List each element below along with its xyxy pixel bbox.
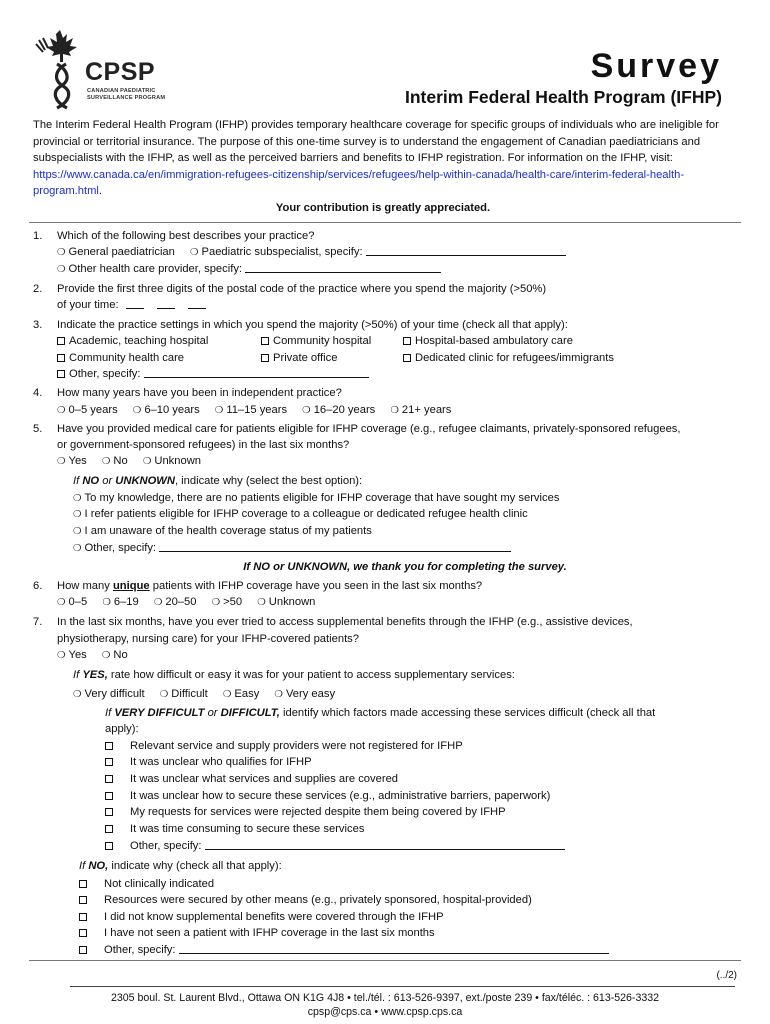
question-text: Indicate the practice settings in which you spend the majority (>50%) of your time (check all that apply): (57, 319, 568, 331)
q6-option[interactable] (154, 594, 197, 612)
instruction-yes: YES, (82, 669, 108, 681)
option-label: Relevant service and supply providers were not registered for IFHP (130, 740, 463, 752)
footer-divider (70, 986, 735, 987)
checkbox-icon (105, 808, 113, 816)
logo-brand: CPSP (85, 58, 156, 86)
option-label: Academic, teaching hospital (69, 335, 209, 347)
instruction-if: If (73, 475, 83, 487)
q7-factor-other[interactable] (105, 838, 565, 855)
radio-icon: ❍ (57, 247, 66, 258)
radio-icon: ❍ (257, 597, 266, 608)
q7-no-reason-option[interactable] (79, 876, 214, 893)
q7-factor-option[interactable] (105, 738, 463, 755)
specify-field[interactable] (205, 839, 565, 850)
checkbox-icon (105, 792, 113, 800)
specify-field[interactable] (144, 367, 369, 378)
question-text-cont: of your time: (57, 299, 119, 311)
intro-after-link: . (98, 185, 103, 198)
question-number: 3. (33, 319, 43, 331)
q3-option-refugee-clinic[interactable] (403, 350, 614, 367)
radio-icon: ❍ (73, 526, 82, 537)
q1-option-other[interactable] (57, 261, 441, 279)
q4-option[interactable] (57, 402, 118, 420)
radio-icon: ❍ (222, 689, 232, 700)
q6-option[interactable] (257, 594, 315, 612)
checkbox-icon (261, 337, 269, 345)
q7-no-reason-option[interactable] (79, 892, 532, 909)
logo-subtitle-line2: SURVEILLANCE PROGRAM (87, 95, 166, 101)
q7-yes-instruction (73, 667, 515, 684)
q7-rate-option[interactable] (274, 686, 335, 704)
option-label: 20–50 (165, 596, 197, 608)
q5-reason-option[interactable] (73, 490, 559, 508)
q5-followup-instruction (73, 473, 362, 490)
q6-text-pre: How many (57, 580, 113, 592)
radio-icon: ❍ (57, 405, 66, 416)
question-text: Which of the following best describes your practice? (57, 230, 315, 242)
radio-icon: ❍ (302, 405, 311, 416)
option-label: 6–10 years (144, 404, 200, 416)
option-label: Private office (273, 352, 338, 364)
q3-option-academic[interactable] (57, 333, 208, 350)
option-label: Very easy (285, 688, 336, 700)
option-label: Yes (68, 649, 87, 661)
radio-icon: ❍ (73, 543, 82, 554)
q4-option[interactable] (215, 402, 287, 420)
option-label: I did not know supplemental benefits were covered through the IFHP (104, 911, 444, 923)
radio-icon: ❍ (190, 247, 199, 258)
maple-leaf-ribbon-icon (33, 30, 93, 112)
radio-icon: ❍ (57, 264, 66, 275)
option-label: My requests for services were rejected despite them being covered by IFHP (130, 806, 506, 818)
footer-address: 2305 boul. St. Laurent Blvd., Ottawa ON K1G 4J8 • tel./tél. : 613-526-9397, ext./poste 239 • fax/téléc. : 613-526-3332 (110, 992, 660, 1004)
q7-no-instruction (79, 858, 282, 875)
radio-icon: ❍ (57, 650, 66, 661)
option-label: Yes (68, 455, 87, 467)
logo-subtitle-line1: CANADIAN PAEDIATRIC (87, 88, 156, 94)
q7-factor-option[interactable] (105, 771, 398, 788)
q4-option[interactable] (302, 402, 375, 420)
option-label: It was unclear what services and supplies are covered (130, 773, 399, 785)
option-label: Community health care (69, 352, 185, 364)
q1-option-general[interactable] (57, 244, 175, 262)
q7-rate-option[interactable] (223, 686, 259, 704)
checkbox-icon (57, 370, 65, 378)
checkbox-icon (79, 913, 87, 921)
option-label: I refer patients eligible for IFHP coverage to a colleague or dedicated refugee health clinic (84, 508, 528, 520)
instruction-unknown: UNKNOWN (115, 475, 175, 487)
checkbox-icon (403, 354, 411, 362)
q6-option[interactable] (212, 594, 243, 612)
page-subtitle: Interim Federal Health Program (IFHP) (404, 87, 722, 107)
checkbox-icon (79, 880, 87, 888)
radio-icon: ❍ (57, 456, 66, 467)
option-label: Resources were secured by other means (e.g., privately sponsored, hospital-provided) (104, 894, 532, 906)
page-title: Survey (590, 47, 722, 85)
q7-text-cont: physiotherapy, nursing care) for your IFHP-covered patients? (57, 633, 359, 645)
instruction-or: or (99, 475, 116, 487)
option-label: No (113, 455, 128, 467)
instruction-rest: , indicate why (select the best option): (174, 475, 363, 487)
q1-options-row2 (57, 261, 453, 279)
footer-contact: cpsp@cps.ca • www.cpsp.cps.ca (307, 1006, 463, 1018)
postal-digit-1[interactable] (126, 298, 144, 309)
option-label: Very difficult (84, 688, 145, 700)
q1-option-subspecialist[interactable] (190, 244, 566, 262)
q7-rate-option[interactable] (73, 686, 145, 704)
q5-thank-you: If NO or UNKNOWN, we thank you for completing the survey. (243, 561, 567, 573)
q4-option[interactable] (133, 402, 200, 420)
q5-option-unknown[interactable] (143, 453, 201, 471)
option-label: 11–15 years (226, 404, 288, 416)
instruction-rest: indicate why (check all that apply): (108, 860, 282, 872)
q7-factor-option[interactable] (105, 754, 312, 771)
checkbox-icon (57, 354, 65, 362)
cpsp-logo (33, 30, 183, 112)
radio-icon: ❍ (73, 493, 82, 504)
checkbox-icon (79, 896, 87, 904)
specify-field[interactable] (179, 943, 609, 954)
specify-field[interactable] (366, 245, 566, 256)
intro-paragraph (33, 117, 733, 200)
instruction-rest: identify which factors made accessing these services difficult (check all that (279, 707, 656, 719)
question-number: 6. (33, 580, 43, 592)
q3-option-community-hospital[interactable] (261, 333, 371, 350)
option-label: It was time consuming to secure these services (130, 823, 365, 835)
option-label: Dedicated clinic for refugees/immigrants (415, 352, 614, 364)
option-label: 0–5 years (68, 404, 118, 416)
option-label: >50 (223, 596, 243, 608)
option-label: 0–5 (68, 596, 88, 608)
instruction-rest: rate how difficult or easy it was for your patient to access supplementary services: (107, 669, 515, 681)
q6-text-post: patients with IFHP coverage have you seen in the last six months? (149, 580, 483, 592)
q4-option[interactable] (390, 402, 451, 420)
q7-no-reason-option[interactable] (79, 909, 444, 926)
option-label: No (113, 649, 128, 661)
instruction-or: or (204, 707, 221, 719)
radio-icon: ❍ (102, 597, 111, 608)
option-label: Community hospital (273, 335, 372, 347)
radio-icon: ❍ (132, 405, 142, 416)
question-text: Have you provided medical care for patients eligible for IFHP coverage (e.g., refugee claimants, privately-sponsored refugees, (57, 423, 681, 435)
radio-icon: ❍ (73, 689, 82, 700)
q6-option[interactable] (102, 594, 138, 612)
ifhp-link[interactable]: https://www.canada.ca/en/immigration-refugees-citizenship/services/refugees/help-within-canada/health-care/interim-federal-health-program.html (33, 168, 685, 198)
q7-no-reason-other[interactable] (79, 942, 609, 959)
option-label: 16–20 years (313, 404, 376, 416)
question-number: 5. (33, 423, 43, 435)
question-number: 1. (33, 230, 43, 242)
q3-option-hospital-ambulatory[interactable] (403, 333, 573, 350)
checkbox-icon (403, 337, 411, 345)
checkbox-icon (105, 742, 113, 750)
option-label: Not clinically indicated (104, 878, 215, 890)
q5-reason-option[interactable] (73, 523, 372, 541)
q5-reason-other[interactable] (73, 540, 511, 558)
q7-rating-options (73, 686, 347, 704)
q7-option-yes[interactable] (57, 647, 87, 665)
checkbox-icon (57, 337, 65, 345)
option-label: 21+ years (401, 404, 452, 416)
instruction-no: NO (82, 475, 100, 487)
q3-option-community-care[interactable] (57, 350, 184, 367)
specify-field[interactable] (245, 262, 441, 273)
checkbox-icon (105, 758, 113, 766)
checkbox-icon (79, 929, 87, 937)
option-label: Easy (234, 688, 260, 700)
option-label: I am unaware of the health coverage status of my patients (84, 525, 372, 537)
q5-options (57, 453, 213, 471)
option-label: To my knowledge, there are no patients eligible for IFHP coverage that have sought my services (84, 492, 560, 504)
instruction-no: NO, (88, 860, 109, 872)
instruction-if: If (73, 669, 83, 681)
option-label: Other, specify: (104, 944, 176, 956)
q5-option-yes[interactable] (57, 453, 87, 471)
q7-factor-option[interactable] (105, 804, 506, 821)
radio-icon: ❍ (57, 597, 66, 608)
specify-field[interactable] (159, 541, 511, 552)
instruction-if: If (105, 707, 115, 719)
q7-factor-option[interactable] (105, 788, 550, 805)
radio-icon: ❍ (73, 509, 82, 520)
q7-option-no[interactable] (102, 647, 128, 665)
intro-section (33, 117, 733, 217)
instruction-if: If (79, 860, 89, 872)
option-label: 6–19 (113, 596, 139, 608)
q7-factor-option[interactable] (105, 821, 364, 838)
q5-text-cont: or government-sponsored refugees) in the last six months? (57, 439, 350, 451)
checkbox-icon (261, 354, 269, 362)
instruction-very-difficult: VERY DIFFICULT (114, 707, 205, 719)
radio-icon: ❍ (153, 597, 163, 608)
page-indicator: (../2) (716, 970, 737, 981)
option-label: Unknown (268, 596, 316, 608)
q3-option-other[interactable] (57, 366, 369, 383)
radio-icon: ❍ (211, 597, 221, 608)
q5-reason-option[interactable] (73, 506, 528, 524)
q7-options (57, 647, 140, 665)
option-label: Paediatric subspecialist, specify: (201, 246, 363, 258)
question-text: How many years have you been in independent practice? (57, 387, 342, 399)
option-label: It was unclear how to secure these services (e.g., administrative barriers, paperwork) (130, 790, 551, 802)
appreciation-text: Your contribution is greatly appreciated. (275, 201, 491, 214)
radio-icon: ❍ (214, 405, 224, 416)
q7-rate-option[interactable] (160, 686, 208, 704)
radio-icon: ❍ (274, 689, 283, 700)
postal-digit-3[interactable] (188, 298, 206, 309)
question-number: 7. (33, 616, 43, 628)
radio-icon: ❍ (390, 405, 399, 416)
option-label: Other, specify: (130, 840, 202, 852)
q6-option[interactable] (57, 594, 87, 612)
q7-difficult-instruction-cont: apply): (105, 723, 139, 735)
option-label: Unknown (154, 455, 202, 467)
option-label: Other health care provider, specify: (68, 263, 243, 275)
option-label: Difficult (171, 688, 208, 700)
option-label: Other, specify: (69, 368, 141, 380)
q6-options (57, 594, 327, 612)
question-text: In the last six months, have you ever tried to access supplemental benefits through the IFHP (e.g., assistive devices, (57, 616, 633, 628)
checkbox-icon (105, 775, 113, 783)
q1-options-row1 (57, 244, 578, 262)
radio-icon: ❍ (101, 650, 111, 661)
q4-options (57, 402, 463, 420)
q3-option-private-office[interactable] (261, 350, 337, 367)
question-number: 4. (33, 387, 43, 399)
radio-icon: ❍ (101, 456, 111, 467)
checkbox-icon (105, 825, 113, 833)
radio-icon: ❍ (159, 689, 169, 700)
q6-text-unique: unique (112, 580, 150, 592)
q7-difficult-instruction (105, 705, 655, 722)
question-number: 2. (33, 283, 43, 295)
question-text: Provide the first three digits of the postal code of the practice where you spend the majority (>50%) (57, 283, 547, 295)
q5-option-no[interactable] (102, 453, 128, 471)
option-label: It was unclear who qualifies for IFHP (130, 756, 312, 768)
postal-digit-2[interactable] (157, 298, 175, 309)
option-label: General paediatrician (68, 246, 175, 258)
q2-postal-row (57, 297, 206, 314)
checkbox-icon (79, 946, 87, 954)
q7-no-reason-option[interactable] (79, 925, 435, 942)
question-text (57, 578, 739, 595)
instruction-difficult: DIFFICULT, (220, 707, 280, 719)
checkbox-icon (105, 842, 113, 850)
option-label: Hospital-based ambulatory care (415, 335, 573, 347)
option-label: I have not seen a patient with IFHP coverage in the last six months (104, 927, 435, 939)
radio-icon: ❍ (142, 456, 152, 467)
option-label: Other, specify: (84, 542, 157, 554)
intro-text: The Interim Federal Health Program (IFHP) provides temporary healthcare coverage for specific groups of individuals who are ineligible for provincial or territorial insurance. The purpose of this one-time survey is to understand the engagement of Canadian paediatricians and subspecialists with the IFHP, as well as the perceived barriers and benefits to IFHP registration. For information on the IFHP, visit: (33, 119, 719, 165)
